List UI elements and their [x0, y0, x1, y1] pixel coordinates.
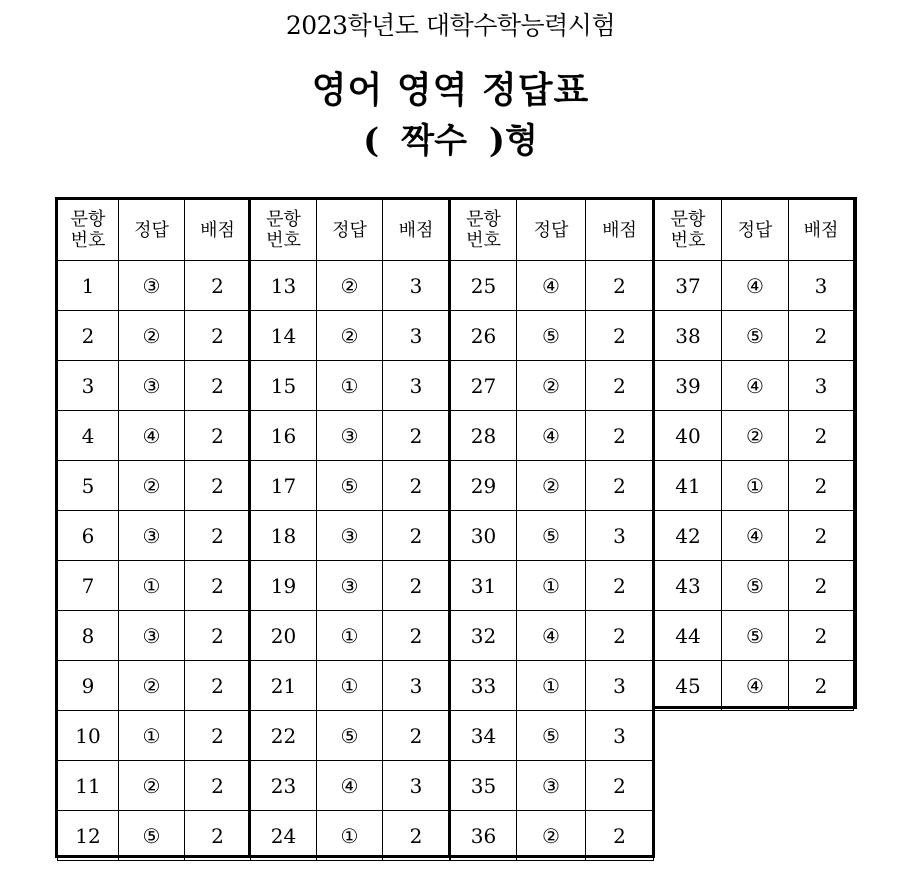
table-row: [58, 811, 251, 861]
answer-choice: ②: [517, 361, 586, 411]
question-number: 23: [251, 761, 317, 811]
answer-choice: ②: [119, 461, 185, 511]
points: 2: [383, 811, 450, 861]
points: 2: [789, 611, 854, 661]
points: 3: [383, 361, 450, 411]
answer-choice: ①: [517, 661, 586, 711]
points: 2: [185, 711, 251, 761]
points: 2: [586, 361, 654, 411]
question-number: 24: [251, 811, 317, 861]
question-number: 32: [451, 611, 517, 661]
answer-choice: ⑤: [722, 311, 789, 361]
table-row: [655, 561, 854, 611]
question-number: 40: [655, 411, 722, 461]
question-number: 17: [251, 461, 317, 511]
question-number: 8: [58, 611, 119, 661]
points: 2: [586, 561, 654, 611]
table-row: [655, 661, 854, 711]
table-row: [451, 311, 654, 361]
header-question-number: 문항 번호: [251, 200, 317, 261]
answer-choice: ③: [317, 561, 383, 611]
question-number: 33: [451, 661, 517, 711]
question-number: 42: [655, 511, 722, 561]
points: 2: [586, 611, 654, 661]
exam-title: 2023학년도 대학수학능력시험: [285, 11, 616, 40]
points: 2: [383, 411, 450, 461]
points: 2: [789, 311, 854, 361]
question-number: 39: [655, 361, 722, 411]
table-row: [58, 711, 251, 761]
group-divider: [248, 197, 251, 858]
type-kind: 짝수: [401, 121, 467, 161]
table-row: [251, 611, 450, 661]
answer-choice: ①: [722, 461, 789, 511]
question-number: 4: [58, 411, 119, 461]
answer-choice: ④: [722, 661, 789, 711]
question-number: 21: [251, 661, 317, 711]
answer-group-4: [654, 199, 854, 711]
question-number: 20: [251, 611, 317, 661]
points: 2: [185, 311, 251, 361]
table-row: [251, 361, 450, 411]
answer-choice: ④: [517, 611, 586, 661]
header-row: [251, 200, 450, 261]
question-number: 15: [251, 361, 317, 411]
points: 2: [185, 461, 251, 511]
question-number: 16: [251, 411, 317, 461]
table-row: [251, 461, 450, 511]
points: 3: [586, 661, 654, 711]
table-row: [655, 311, 854, 361]
header-row: [58, 200, 251, 261]
points: 2: [789, 511, 854, 561]
points: 2: [383, 611, 450, 661]
answer-group-3: [450, 199, 654, 861]
question-number: 35: [451, 761, 517, 811]
points: 2: [586, 261, 654, 311]
question-number: 43: [655, 561, 722, 611]
points: 2: [185, 411, 251, 461]
table-row: [58, 611, 251, 661]
table-row: [58, 461, 251, 511]
answer-choice: ①: [317, 361, 383, 411]
answer-choice: ①: [119, 711, 185, 761]
type-label: [0, 113, 901, 162]
points: 3: [383, 661, 450, 711]
points: 2: [586, 761, 654, 811]
answer-choice: ②: [119, 661, 185, 711]
table-row: [451, 411, 654, 461]
table-row: [655, 261, 854, 311]
header-answer: 정답: [317, 200, 383, 261]
header-points: 배점: [789, 200, 854, 261]
answer-choice: ①: [317, 811, 383, 861]
question-number: 34: [451, 711, 517, 761]
header-points: 배점: [383, 200, 450, 261]
points: 2: [185, 811, 251, 861]
table-row: [451, 711, 654, 761]
question-number: 26: [451, 311, 517, 361]
table-row: [451, 661, 654, 711]
question-number: 5: [58, 461, 119, 511]
answer-choice: ②: [517, 811, 586, 861]
points: 2: [586, 311, 654, 361]
header-question-number: 문항 번호: [655, 200, 722, 261]
table-row: [655, 361, 854, 411]
table-row: [655, 411, 854, 461]
question-number: 38: [655, 311, 722, 361]
question-number: 2: [58, 311, 119, 361]
header-row: [655, 200, 854, 261]
table-row: [251, 761, 450, 811]
table-row: [451, 261, 654, 311]
question-number: 18: [251, 511, 317, 561]
table-row: [58, 661, 251, 711]
answer-choice: ⑤: [517, 311, 586, 361]
points: 3: [383, 261, 450, 311]
points: 2: [185, 561, 251, 611]
question-number: 22: [251, 711, 317, 761]
question-number: 11: [58, 761, 119, 811]
question-number: 36: [451, 811, 517, 861]
table-row: [251, 311, 450, 361]
answer-group-2: [250, 199, 450, 861]
answer-choice: ⑤: [722, 561, 789, 611]
answer-choice: ③: [317, 411, 383, 461]
question-number: 9: [58, 661, 119, 711]
points: 3: [586, 511, 654, 561]
question-number: 30: [451, 511, 517, 561]
header-answer: 정답: [119, 200, 185, 261]
points: 2: [383, 511, 450, 561]
table-row: [655, 511, 854, 561]
type-close: )형: [488, 121, 538, 161]
answer-choice: ①: [119, 561, 185, 611]
points: 2: [789, 461, 854, 511]
table-row: [58, 261, 251, 311]
table-row: [58, 311, 251, 361]
table-row: [451, 811, 654, 861]
question-number: 27: [451, 361, 517, 411]
question-number: 6: [58, 511, 119, 561]
answer-choice: ③: [517, 761, 586, 811]
question-number: 37: [655, 261, 722, 311]
table-row: [58, 411, 251, 461]
header-question-number: 문항 번호: [451, 200, 517, 261]
points: 2: [586, 411, 654, 461]
points: 2: [185, 511, 251, 561]
table-row: [58, 761, 251, 811]
table-row: [251, 561, 450, 611]
answer-choice: ④: [517, 261, 586, 311]
answer-choice: ⑤: [722, 611, 789, 661]
question-number: 14: [251, 311, 317, 361]
question-number: 28: [451, 411, 517, 461]
question-number: 19: [251, 561, 317, 611]
points: 2: [789, 411, 854, 461]
table-row: [451, 611, 654, 661]
answer-choice: ③: [119, 361, 185, 411]
points: 2: [383, 561, 450, 611]
question-number: 13: [251, 261, 317, 311]
points: 2: [185, 261, 251, 311]
points: 2: [185, 361, 251, 411]
answer-choice: ④: [119, 411, 185, 461]
points: 2: [185, 611, 251, 661]
points: 2: [185, 661, 251, 711]
points: 3: [789, 361, 854, 411]
answer-choice: ②: [517, 461, 586, 511]
header-points: 배점: [185, 200, 251, 261]
table-row: [655, 461, 854, 511]
question-number: 41: [655, 461, 722, 511]
question-number: 31: [451, 561, 517, 611]
answer-choice: ③: [119, 261, 185, 311]
answer-key-title: 영어 영역 정답표: [311, 69, 590, 111]
table-row: [451, 561, 654, 611]
answer-choice: ⑤: [317, 461, 383, 511]
points: 3: [383, 311, 450, 361]
header-answer: 정답: [722, 200, 789, 261]
table-row: [251, 411, 450, 461]
points: 3: [586, 711, 654, 761]
answer-choice: ②: [722, 411, 789, 461]
points: 2: [383, 711, 450, 761]
header-row: [451, 200, 654, 261]
answer-choice: ②: [317, 311, 383, 361]
answer-choice: ⑤: [119, 811, 185, 861]
type-open: (: [363, 121, 380, 161]
answer-group-1: [57, 199, 251, 861]
question-number: 44: [655, 611, 722, 661]
answer-choice: ①: [317, 611, 383, 661]
table-row: [251, 711, 450, 761]
answer-choice: ④: [517, 411, 586, 461]
points: 3: [383, 761, 450, 811]
answer-choice: ③: [119, 611, 185, 661]
group-divider: [448, 197, 451, 858]
table-row: [58, 561, 251, 611]
answer-choice: ④: [722, 261, 789, 311]
points: 3: [789, 261, 854, 311]
answer-choice: ①: [517, 561, 586, 611]
answer-choice: ④: [722, 511, 789, 561]
table-row: [451, 511, 654, 561]
question-number: 29: [451, 461, 517, 511]
table-row: [251, 511, 450, 561]
answer-choice: ③: [317, 511, 383, 561]
table-row: [58, 361, 251, 411]
points: 2: [185, 761, 251, 811]
answer-choice: ②: [317, 261, 383, 311]
answer-choice: ①: [317, 661, 383, 711]
answer-choice: ④: [317, 761, 383, 811]
question-number: 45: [655, 661, 722, 711]
answer-choice: ③: [119, 511, 185, 561]
question-number: 3: [58, 361, 119, 411]
table-row: [451, 361, 654, 411]
question-number: 1: [58, 261, 119, 311]
question-number: 7: [58, 561, 119, 611]
points: 2: [586, 811, 654, 861]
table-row: [58, 511, 251, 561]
question-number: 12: [58, 811, 119, 861]
question-number: 25: [451, 261, 517, 311]
answer-choice: ⑤: [517, 711, 586, 761]
question-number: 10: [58, 711, 119, 761]
table-row: [251, 661, 450, 711]
header-question-number: 문항 번호: [58, 200, 119, 261]
answer-choice: ②: [119, 761, 185, 811]
points: 2: [586, 461, 654, 511]
table-row: [251, 811, 450, 861]
answer-choice: ⑤: [517, 511, 586, 561]
table-row: [655, 611, 854, 661]
header-answer: 정답: [517, 200, 586, 261]
points: 2: [383, 461, 450, 511]
points: 2: [789, 561, 854, 611]
answer-choice: ②: [119, 311, 185, 361]
table-row: [451, 461, 654, 511]
answer-choice: ⑤: [317, 711, 383, 761]
answer-choice: ④: [722, 361, 789, 411]
table-row: [251, 261, 450, 311]
header-points: 배점: [586, 200, 654, 261]
table-row: [451, 761, 654, 811]
points: 2: [789, 661, 854, 711]
